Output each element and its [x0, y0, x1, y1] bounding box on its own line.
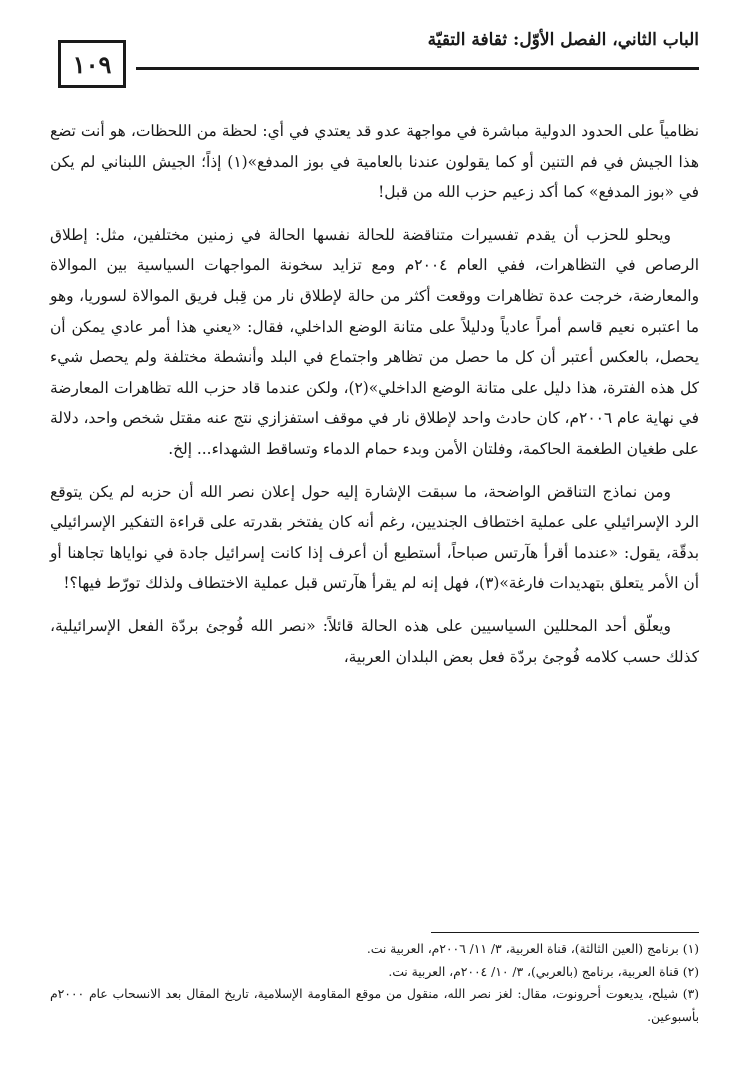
header-rule [136, 67, 699, 70]
paragraph-2: ويحلو للحزب أن يقدم تفسيرات متناقضة للحالة نفسها الحالة في زمنين مختلفين، مثل: إطلاق الرصاص في التظاهرات، ففي العام ٢٠٠٤م ومع تزايد سخونة المواجهات السياسية بين الموالاة والمعارضة، خرجت عدة تظاهرات ووقعت أكثر من حالة لإطلاق نار من قِبل فريق الموالاة لسوريا، وهو ما اعتبره نعيم قاسم أمراً عادياً ودليلاً على متانة الوضع الداخلي، فقال: «يعني هذا أمر عادي يمكن أن يحصل، بالعكس أعتبر أن كل ما حصل من تظاهر واجتماع في البلد وأنشطة مختلفة ولم يحصل شيء كل هذه الفترة، هذا دليل على متانة الوضع الداخلي»(٢)، ولكن عندما قاد حزب الله تظاهرات المعارضة في نهاية عام ٢٠٠٦م، كان حادث واحد لإطلاق نار في موقف استفزازي نتج عنه مقتل شخص واحد، دلالة على طغيان الطغمة الحاكمة، وفلتان الأمن وبدء حمام الدماء وتساقط الشهداء... إلخ. [50, 225, 700, 458]
footnote-3: (٣) شيلح، يديعوت أحرونوت، مقال: لغز نصر الله، منقول من موقع المقاومة الإسلامية، تاريخ المقال بعد الانسحاب عام ٢٠٠٠م بأسبوعين. [50, 987, 699, 1024]
paragraph-4: ويعلّق أحد المحللين السياسيين على هذه الحالة قائلاً: «نصر الله فُوجئ بردّة الفعل الإسرائيلية، كذلك حسب كلامه فُوجئ بردّة فعل بعض البلدان العربية، [50, 616, 699, 666]
footnotes [50, 938, 699, 1028]
paragraph-1: نظامياً على الحدود الدولية مباشرة في مواجهة عدو قد يعتدي في أي: لحظة من اللحظات، هو أنت تضع هذا الجيش في فم التنين أو كما يقولون عندنا بالعامية في بوز المدفع»(١) إذاً؛ الجيش اللبناني لم يكن في «بوز المدفع» كما أكد زعيم حزب الله من قبل! [50, 122, 699, 202]
footnote-2: (٢) قناة العربية، برنامج (بالعربي)، ٣/ ١٠/ ٢٠٠٤م، العربية نت. [388, 964, 699, 979]
page-number-box: ١٠٩ [58, 40, 126, 88]
running-head-title: الباب الثاني، الفصل الأوّل: ثقافة التقيّة [427, 30, 699, 50]
page-header [58, 30, 699, 88]
footnote-separator [431, 932, 699, 933]
body-text [50, 116, 699, 684]
paragraph-3: ومن نماذج التناقض الواضحة، ما سبقت الإشارة إليه حول إعلان نصر الله أن حزبه لم يكن يتوقع الرد الإسرائيلي على عملية اختطاف الجنديين، رغم أنه كان يفتخر بقدرته على قراءة التفكير الإسرائيلي بدقّة، يقول: «عندما أقرأ هآرتس صباحاً، أستطيع أن أعرف إذا كانت إسرائيل جادة في نواياها تجاهنا أو أن الأمر يتعلق بتهديدات فارغة»(٣)، فهل إنه لم يقرأ هآرتس قبل عملية الاختطاف ولذلك تورّط فيها؟! [50, 482, 699, 593]
footnote-1: (١) برنامج (العين الثالثة)، قناة العربية، ٣/ ١١/ ٢٠٠٦م، العربية نت. [366, 942, 699, 956]
